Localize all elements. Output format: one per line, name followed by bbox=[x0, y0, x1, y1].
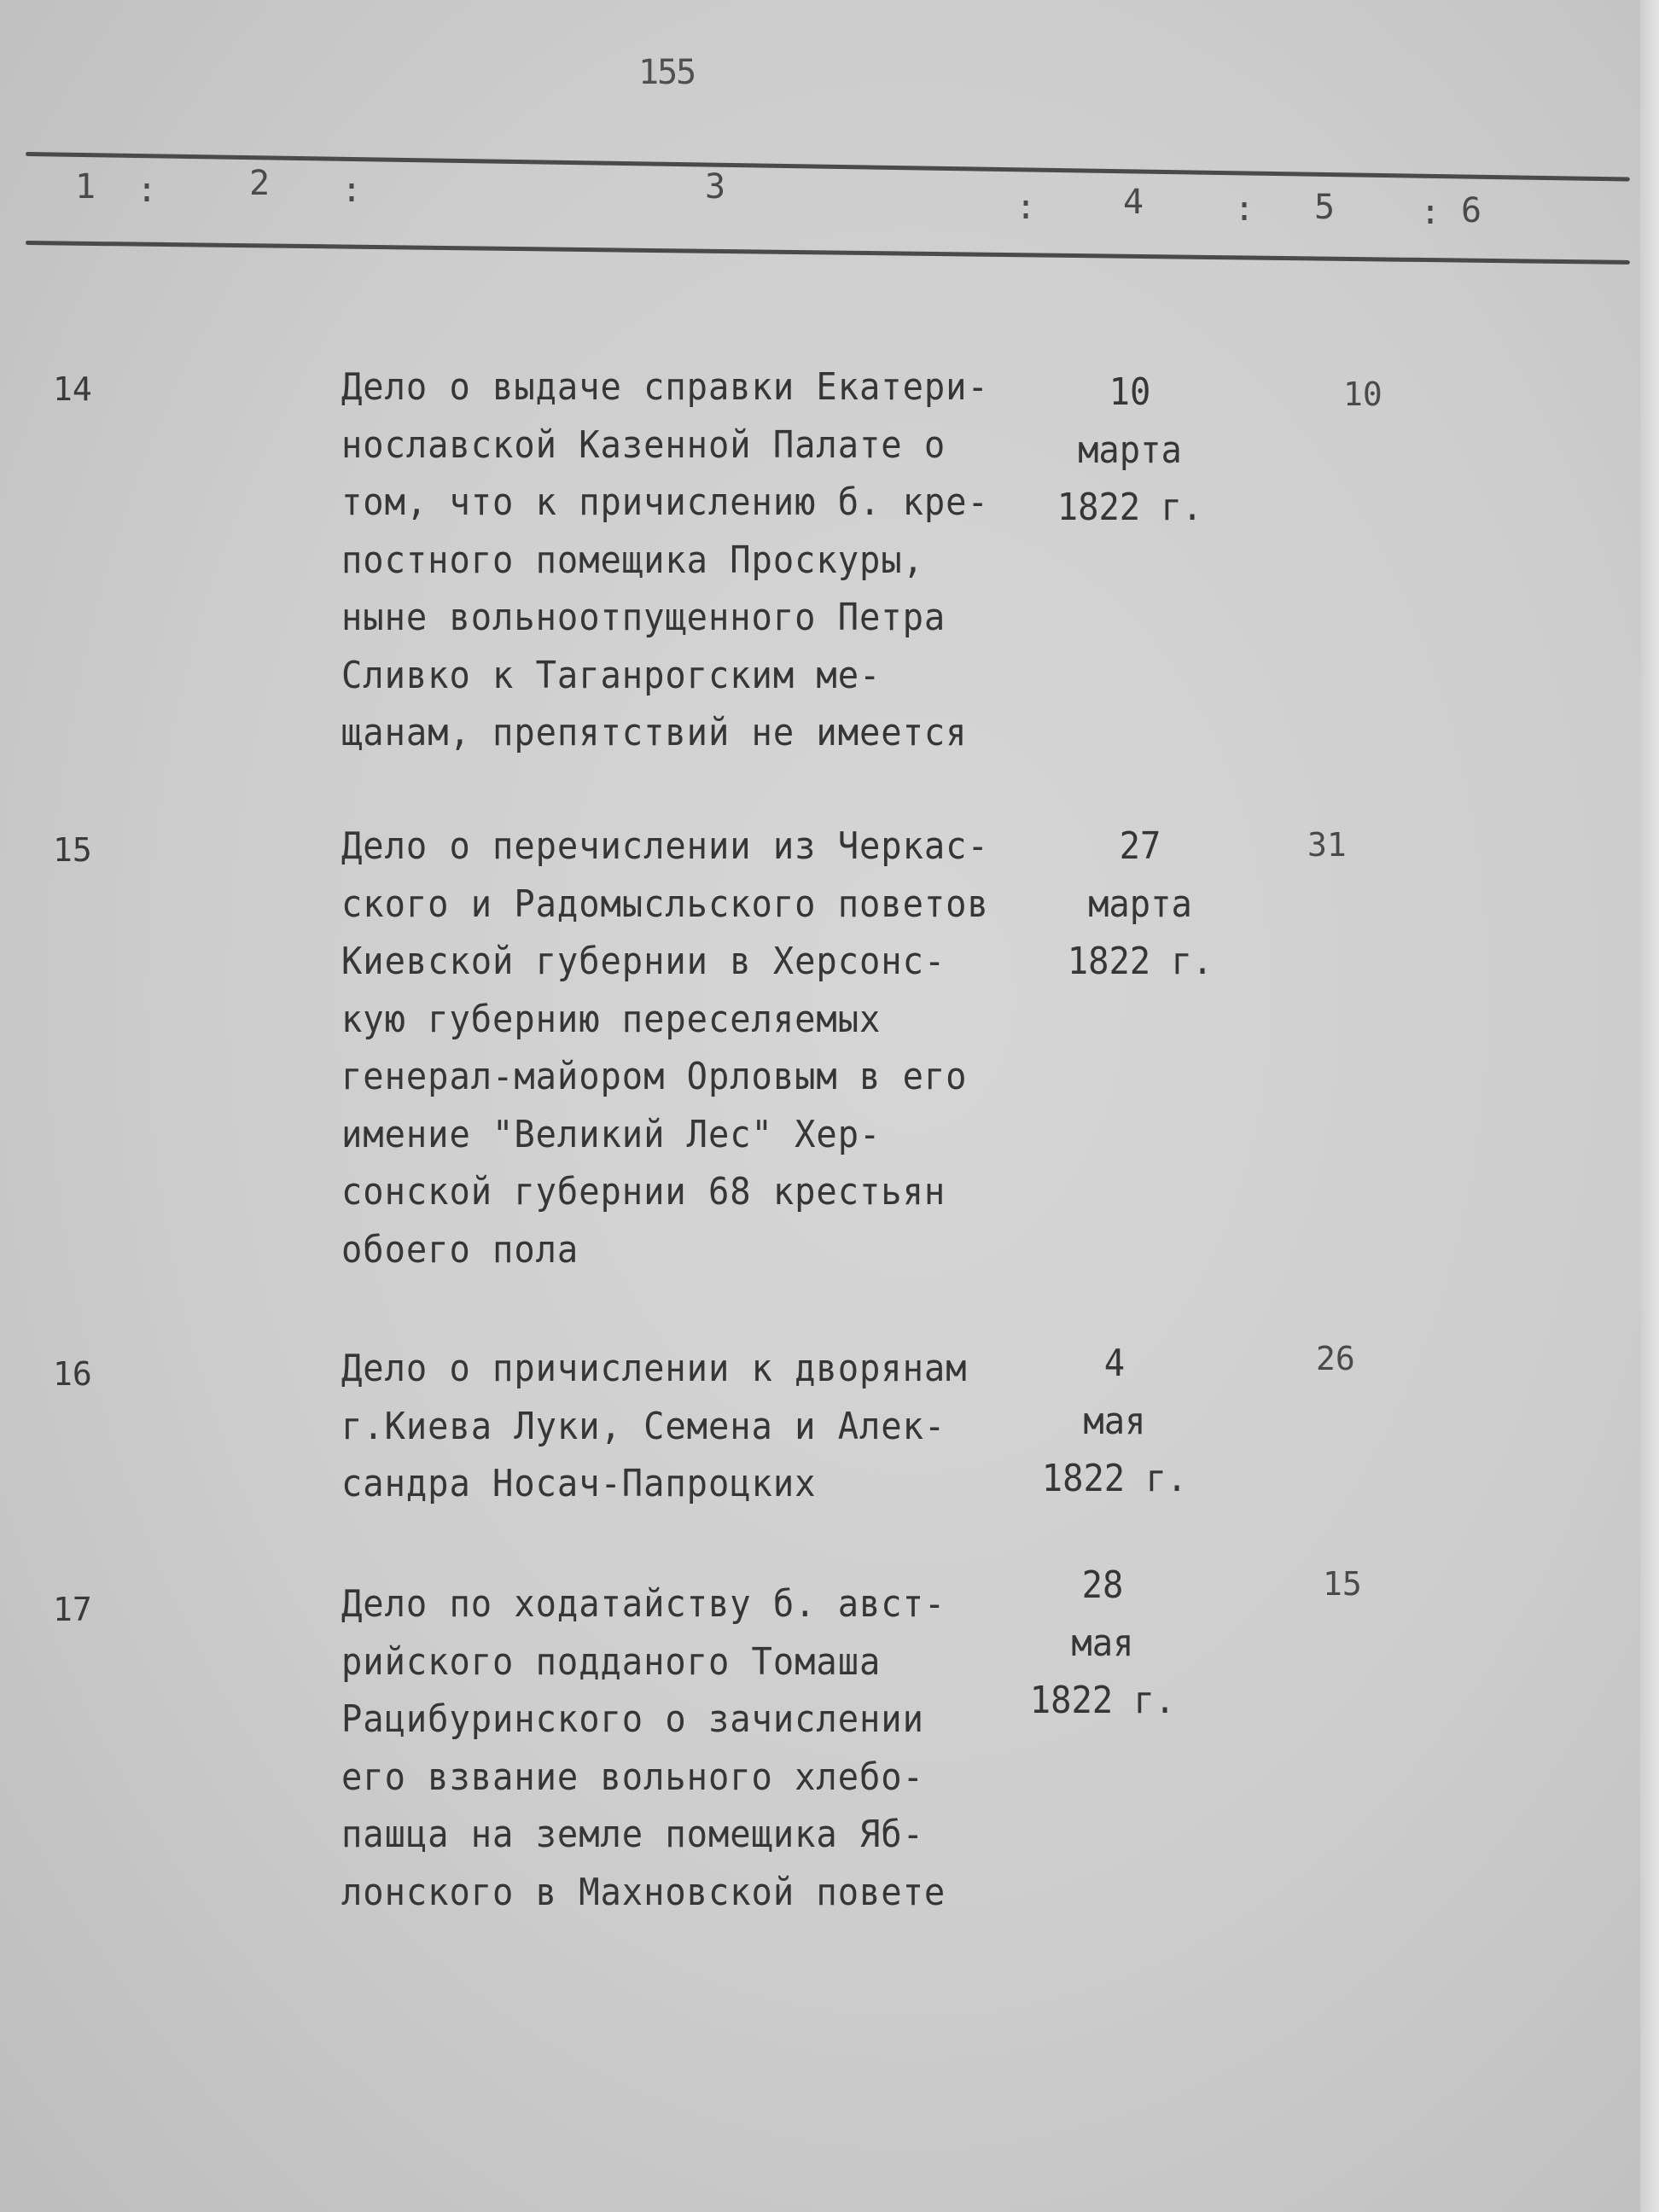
column-header-6: 6 bbox=[1461, 191, 1482, 230]
entry-number: 16 bbox=[53, 1355, 92, 1393]
entry-pages: 15 bbox=[1323, 1565, 1362, 1603]
date-day: 28 bbox=[1081, 1563, 1124, 1607]
date-month: мая bbox=[1071, 1621, 1134, 1665]
description-line: сандра Носач-Папроцких bbox=[341, 1462, 817, 1505]
description-line: нославской Казенной Палате о bbox=[341, 422, 946, 467]
entry-date bbox=[1021, 1335, 1209, 1508]
description-line: Дело о выдаче справки Екатери- bbox=[341, 365, 989, 409]
column-separator: : bbox=[1234, 189, 1255, 229]
description-line: Дело о перечислении из Черкас- bbox=[341, 824, 989, 868]
column-separator: : bbox=[341, 171, 363, 210]
description-line: лонского в Махновской повете bbox=[341, 1870, 946, 1914]
description-line: кую губернию переселяемых bbox=[341, 997, 882, 1041]
description-line: щанам, препятствий не имеется bbox=[341, 711, 968, 754]
header-rule-bottom bbox=[26, 241, 1630, 265]
page-edge bbox=[1640, 0, 1659, 2212]
date-year: 1822 г. bbox=[1057, 486, 1203, 529]
column-header-2: 2 bbox=[249, 164, 271, 203]
description-line: г.Киева Луки, Семена и Алек- bbox=[341, 1404, 946, 1448]
page-number: 155 bbox=[638, 53, 696, 92]
entry-pages: 10 bbox=[1343, 375, 1382, 413]
description-line: Киевской губернии в Херсонс- bbox=[341, 940, 946, 983]
entry-description bbox=[341, 818, 989, 1278]
date-month: мая bbox=[1083, 1399, 1146, 1443]
description-line: Рацибуринского о зачислении bbox=[341, 1697, 924, 1741]
description-line: том, что к причислению б. кре- bbox=[341, 480, 989, 524]
description-line: ныне вольноотпущенного Петра bbox=[341, 596, 946, 639]
entry-date bbox=[1046, 818, 1235, 991]
date-year: 1822 г. bbox=[1041, 1457, 1188, 1500]
description-line: постного помещика Проскуры, bbox=[341, 538, 924, 582]
description-line: обоего пола bbox=[341, 1227, 579, 1272]
date-day: 10 bbox=[1109, 370, 1151, 414]
description-line: его взвание вольного хлебо- bbox=[341, 1755, 924, 1799]
entry-number: 14 bbox=[53, 370, 92, 408]
entry-number: 15 bbox=[53, 831, 92, 869]
description-line: Сливко к Таганрогским ме- bbox=[341, 653, 882, 697]
column-separator: : bbox=[1420, 193, 1441, 232]
entry-description bbox=[341, 358, 989, 762]
description-line: генерал-майором Орловым в его bbox=[341, 1055, 968, 1098]
entry-date bbox=[1009, 1557, 1197, 1730]
description-line: Дело о причислении к дворянам bbox=[341, 1347, 968, 1390]
column-separator: : bbox=[137, 171, 158, 210]
date-month: марта bbox=[1078, 428, 1182, 472]
description-line: ского и Радомысльского поветов bbox=[341, 882, 989, 926]
column-header-5: 5 bbox=[1314, 188, 1336, 227]
date-day: 4 bbox=[1103, 1342, 1126, 1385]
date-year: 1822 г. bbox=[1067, 940, 1214, 983]
description-line: пашца на земле помещика Яб- bbox=[341, 1813, 924, 1856]
entry-description bbox=[341, 1340, 985, 1513]
column-header-3: 3 bbox=[705, 167, 726, 207]
entry-description bbox=[341, 1575, 985, 1921]
description-line: сонской губернии 68 крестьян bbox=[341, 1170, 946, 1214]
description-line: имение "Великий Лес" Хер- bbox=[341, 1112, 882, 1156]
description-line: Дело по ходатайству б. авст- bbox=[341, 1582, 946, 1626]
date-year: 1822 г. bbox=[1029, 1679, 1176, 1722]
entry-date bbox=[1036, 364, 1225, 537]
column-header-4: 4 bbox=[1123, 183, 1144, 222]
entry-pages: 26 bbox=[1316, 1340, 1355, 1377]
date-day: 27 bbox=[1119, 824, 1161, 868]
description-line: рийского подданого Томаша bbox=[341, 1639, 882, 1684]
column-separator: : bbox=[1016, 188, 1037, 227]
entry-number: 17 bbox=[53, 1591, 92, 1628]
entry-pages: 31 bbox=[1307, 826, 1347, 864]
date-month: марта bbox=[1088, 882, 1192, 926]
column-header-1: 1 bbox=[75, 167, 96, 207]
